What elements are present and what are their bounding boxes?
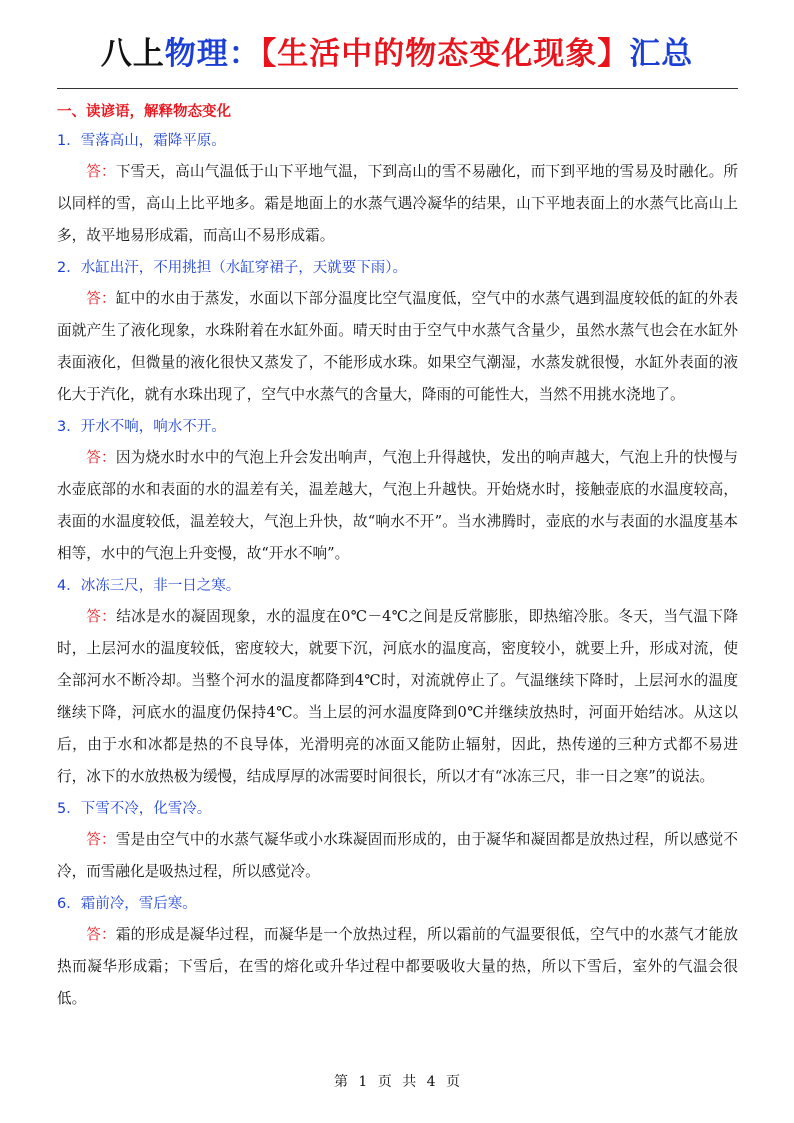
answer-label: 答：: [86, 608, 117, 625]
title-topic: 【生活中的物态变化现象】: [260, 36, 630, 72]
answer-label: 答：: [86, 449, 116, 466]
answer-3: [57, 442, 738, 570]
answer-text: 因为烧水时水中的气泡上升会发出响声，气泡上升得越快，发出的响声越大，气泡上升的快慢与水壶底部的水和表面的水的温差有关，温差越大，气泡上升越快。开始烧水时，接触壶底的水温度较高，表面的水温度较低，温差较大，气泡上升快，故“响水不开”。当水沸腾时，壶底的水与表面的水温度基本相等，水中的气泡上升变慢，故“开水不响”。: [57, 449, 738, 562]
document-body: [57, 98, 738, 1016]
answer-text: 结冰是水的凝固现象，水的温度在0℃－4℃之间是反常膨胀，即热缩冷胀。冬天，当气温下降时，上层河水的温度较低，密度较大，就要下沉，河底水的温度高，密度较小，就要上升，形成对流，使全部河水不断冷却。当整个河水的温度都降到4℃时，对流就停止了。气温继续下降时，上层河水的温度继续下降，河底水的温度仍保持4℃。当上层的河水温度降到0℃并继续放热时，河面开始结冰。从这以后，由于水和冰都是热的不良导体，光滑明亮的冰面又能防止辐射，因此，热传递的三种方式都不易进行，冰下的水放热极为缓慢，结成厚厚的冰需要时间很长，所以才有“冰冻三尺，非一日之寒”的说法。: [57, 608, 738, 785]
answer-5: [57, 824, 738, 888]
title-grade: 八上: [100, 36, 165, 72]
title-subject: 物理：: [164, 36, 261, 72]
answer-label: 答：: [86, 163, 116, 180]
answer-4: [57, 601, 738, 793]
title-summary: 汇总: [629, 36, 694, 72]
answer-text: 缸中的水由于蒸发，水面以下部分温度比空气温度低，空气中的水蒸气遇到温度较低的缸的外表面就产生了液化现象，水珠附着在水缸外面。晴天时由于空气中水蒸气含量少，虽然水蒸气也会在水缸外表面液化，但微量的液化很快又蒸发了，不能形成水珠。如果空气潮湿，水蒸发就很慢，水缸外表面的液化大于汽化，就有水珠出现了，空气中水蒸气的含量大，降雨的可能性大，当然不用挑水浇地了。: [57, 290, 738, 403]
question-6: 6．霜前冷，雪后寒。: [57, 896, 197, 912]
answer-text: 雪是由空气中的水蒸气凝华或小水珠凝固而形成的，由于凝华和凝固都是放热过程，所以感觉不冷，而雪融化是吸热过程，所以感觉冷。: [57, 831, 738, 880]
answer-1: [57, 156, 738, 252]
page-footer: 第 1 页 共 4 页: [333, 1074, 461, 1090]
answer-text: 下雪天，高山气温低于山下平地气温，下到高山的雪不易融化，而下到平地的雪易及时融化。所以同样的雪，高山上比平地多。霜是地面上的水蒸气遇冷凝华的结果，山下平地表面上的水蒸气比高山上多，故平地易形成霜，而高山不易形成霜。: [57, 163, 738, 244]
answer-text: 霜的形成是凝华过程，而凝华是一个放热过程，所以霜前的气温要很低，空气中的水蒸气才能放热而凝华形成霜；下雪后，在雪的熔化或升华过程中都要吸收大量的热，所以下雪后，室外的气温会很低。: [57, 926, 738, 1007]
question-5: 5．下雪不冷，化雪冷。: [57, 801, 212, 817]
section-heading: 一、读谚语，解释物态变化: [57, 104, 231, 120]
answer-label: 答：: [86, 290, 116, 307]
question-2: 2．水缸出汗，不用挑担（水缸穿裙子，天就要下雨）。: [57, 260, 407, 276]
title-divider: [57, 88, 738, 89]
answer-label: 答：: [86, 926, 116, 943]
answer-label: 答：: [86, 831, 116, 848]
question-3: 3．开水不响，响水不开。: [57, 419, 226, 435]
question-1: 1．雪落高山，霜降平原。: [57, 133, 226, 149]
answer-6: [57, 919, 738, 1015]
question-4: 4．冰冻三尺，非一日之寒。: [57, 578, 241, 594]
answer-2: [57, 283, 738, 411]
page-title: [0, 32, 794, 76]
